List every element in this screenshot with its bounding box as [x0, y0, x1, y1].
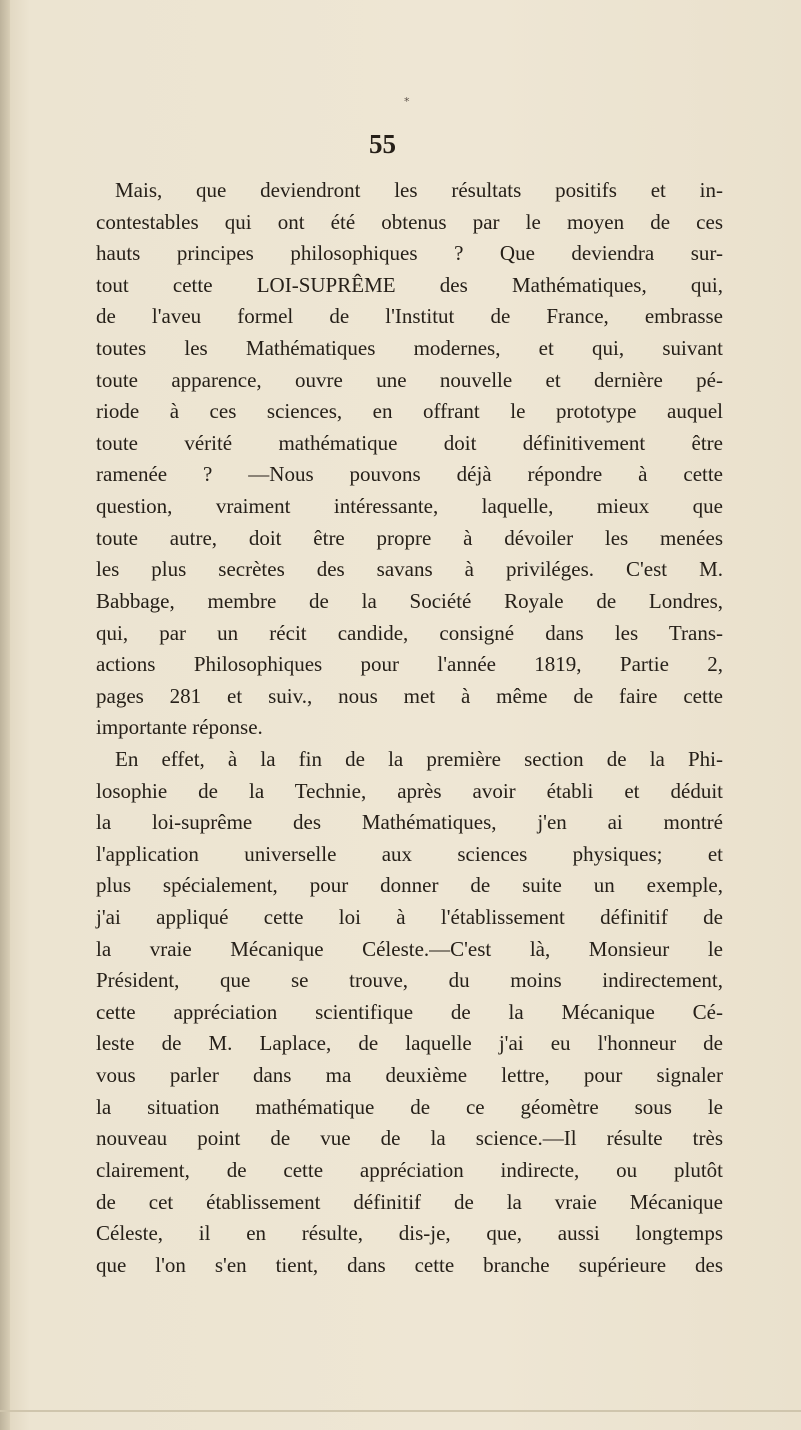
text-line: leste de M. Laplace, de laquelle j'ai eu l'honneur de [96, 1031, 723, 1056]
text-line: la situation mathématique de ce géomètre sous le [96, 1094, 723, 1119]
body-text [96, 175, 723, 1281]
bottom-edge-line [0, 1410, 801, 1412]
text-line: la loi-suprême des Mathématiques, j'en ai montré [96, 810, 723, 835]
text-line: actions Philosophiques pour l'année 1819, Partie 2, [96, 652, 723, 677]
page-number: 55 [369, 129, 396, 159]
text-line: plus spécialement, pour donner de suite un exemple, [96, 873, 723, 898]
page-edge [0, 0, 10, 1430]
text-line: Céleste, il en résulte, dis-je, que, aussi longtemps [96, 1221, 723, 1246]
text-line: que l'on s'en tient, dans cette branche supérieure des [96, 1252, 723, 1277]
text-line: de l'aveu formel de l'Institut de France, embrasse [96, 304, 723, 329]
printer-mark: * [404, 95, 410, 108]
text-line: toute vérité mathématique doit définitivement être [96, 430, 723, 455]
text-line: de cet établissement définitif de la vraie Mécanique [96, 1189, 723, 1214]
text-line: riode à ces sciences, en offrant le prototype auquel [96, 399, 723, 424]
text-line: Mais, que deviendront les résultats positifs et in- [115, 178, 723, 202]
text-line: contestables qui ont été obtenus par le moyen de ces [96, 209, 723, 234]
text-line: nouveau point de vue de la science.—Il résulte très [96, 1126, 723, 1151]
text-line: Président, que se trouve, du moins indirectement, [96, 968, 723, 993]
text-line: toutes les Mathématiques modernes, et qui, suivant [96, 336, 723, 361]
text-line: cette appréciation scientifique de la Mécanique Cé- [96, 999, 723, 1024]
text-line: la vraie Mécanique Céleste.—C'est là, Monsieur le [96, 936, 723, 961]
text-line: toute autre, doit être propre à dévoiler les menées [96, 525, 723, 550]
text-line: losophie de la Technie, après avoir établi et déduit [96, 778, 723, 803]
text-line: j'ai appliqué cette loi à l'établissement définitif de [96, 905, 723, 930]
text-line: les plus secrètes des savans à priviléges. C'est M. [96, 557, 723, 582]
text-line: hauts principes philosophiques ? Que deviendra sur- [96, 241, 723, 266]
text-line: ramenée ? —Nous pouvons déjà répondre à cette [96, 462, 723, 487]
text-line: question, vraiment intéressante, laquelle, mieux que [96, 494, 723, 519]
text-line: vous parler dans ma deuxième lettre, pour signaler [96, 1063, 723, 1088]
text-line: l'application universelle aux sciences physiques; et [96, 841, 723, 866]
text-line: tout cette LOI-SUPRÊME des Mathématiques, qui, [96, 272, 723, 297]
text-line: qui, par un récit candide, consigné dans les Trans- [96, 620, 723, 645]
text-line: importante réponse. [96, 715, 263, 740]
text-line: clairement, de cette appréciation indirecte, ou plutôt [96, 1157, 723, 1182]
text-line: pages 281 et suiv., nous met à même de faire cette [96, 683, 723, 708]
text-line: En effet, à la fin de la première section de la Phi- [115, 746, 723, 771]
text-line: Babbage, membre de la Société Royale de Londres, [96, 588, 723, 613]
text-line: toute apparence, ouvre une nouvelle et dernière pé- [96, 367, 723, 392]
